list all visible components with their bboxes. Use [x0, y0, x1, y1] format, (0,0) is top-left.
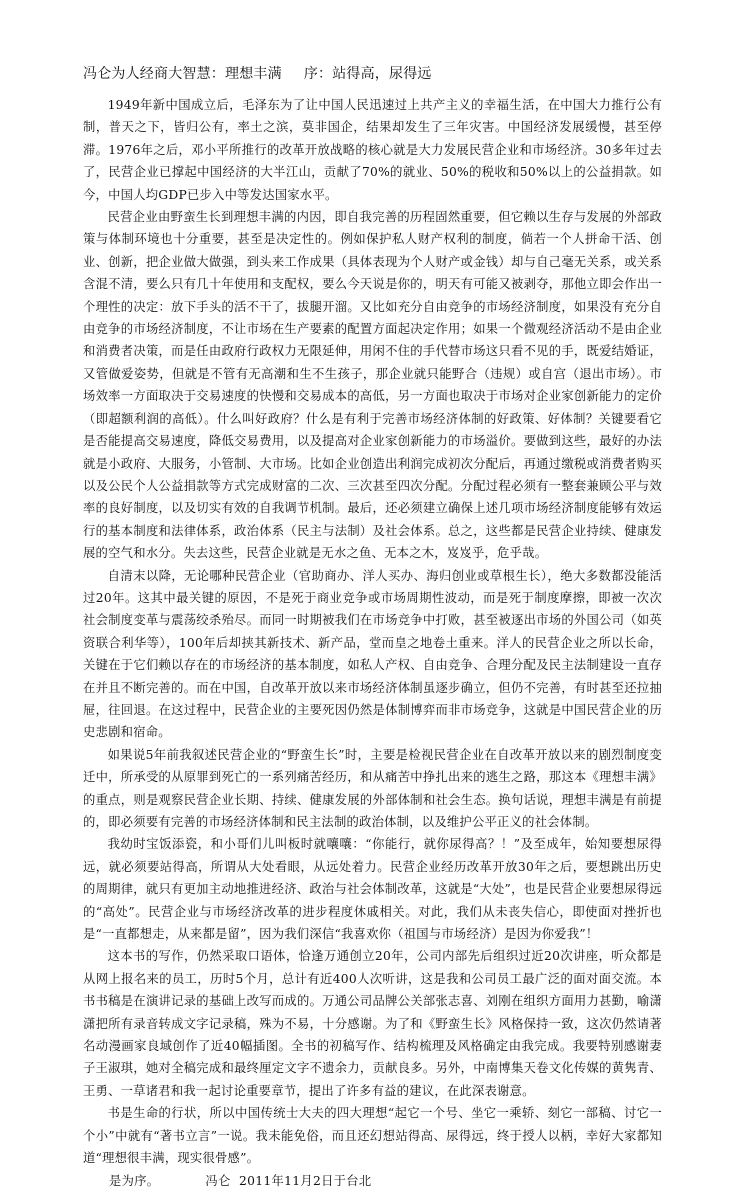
- body-paragraph-2: 民营企业由野蛮生长到理想丰满的内因，即自我完善的历程固然重要，但它赖以生存与发展的外部政策与体制环境也十分重要，甚至是决定性的。例如保护私人财产权利的制度，倘若一个人拼命干活、创业、创新，把企业做大做强，到头来工作成果（具体表现为个人财产或金钱）却与自己毫无关系，或关系含混不清，要么只有几十年使用和支配权，要么今天说是你的，明天有可能又被剥夺，那他立即会作出一个理性的决定：放下手头的活不干了，拔腿开溜。又比如充分自由竞争的市场经济制度，如果没有充分自由竞争的市场经济制度，不让市场在生产要素的配置方面起决定作用；如果一个微观经济活动不是由企业和消费者决策，而是任由政府行政权力无限延伸，用闲不住的手代替市场这只看不见的手，既爱结婚证，又管做爱姿势，但就是不管有无高潮和生不生孩子，那企业就只能野合（违规）或自宫（退出市场）。市场效率一方面取决于交易速度的快慢和交易成本的高低，另一方面也取决于市场对企业家创新能力的定价（即超额利润的高低）。什么叫好政府？什么是有利于完善市场经济体制的好政策、好体制？关键要看它是否能提高交易速度，降低交易费用，以及提高对企业家创新能力的市场溢价。要做到这些，最好的办法就是小政府、大服务，小管制、大市场。比如企业创造出利润完成初次分配后，再通过缴税或消费者购买以及公民个人公益捐款等方式完成财富的二次、三次甚至四次分配。分配过程必须有一整套兼顾公平与效率的良好制度，以及切实有效的自我调节机制。最后，还必须建立确保上述几项市场经济制度能够有效运行的基本制度和法律体系，政治体系（民主与法制）及社会体系。总之，这些都是民营企业持续、健康发展的空气和水分。失去这些，民营企业就是无水之鱼、无本之木，岌岌乎，危乎哉。: [83, 210, 662, 561]
- body-paragraph-5: 我幼时宝饭添瓷，和小哥们儿叫板时就嚷嚷：“你能行，就你尿得高？！”及至成年，始知要想尿得远，就必须要站得高，所谓从大处看眼，从远处着力。民营企业经历改革开放30年之后，要想跳出历史的周期律，就只有更加主动地推进经济、政治与社会体制改革，这就是“大处”，也是民营企业要想尿得远的“高处”。民营企业与市场经济改革的进步程度休戚相关。对此，我们从未丧失信心，即使面对挫折也是“一直都想走，从来都是留”，因为我们深信“我喜欢你（祖国与市场经济）是因为你爱我”！: [83, 837, 662, 942]
- body-paragraph-4: 如果说5年前我叙述民营企业的“野蛮生长”时，主要是检视民营企业在自改革开放以来的剧烈制度变迁中，所承受的从原罪到死亡的一系列痛苦经历，和从痛苦中挣扎出来的逃生之路，那这本《理想丰满》的重点，则是观察民营企业长期、持续、健康发展的外部体制和社会生态。换句话说，理想丰满是有前提的，即必须要有完善的市场经济体制和民主法制的政治体制，以及维护公平正义的社会体制。: [83, 747, 662, 829]
- book-title: 冯仑为人经商大智慧：理想丰满: [83, 66, 282, 82]
- preface-mark: 是为序。: [109, 1173, 160, 1188]
- preface-title: 序：站得高，尿得远: [303, 66, 432, 82]
- document-header: [83, 64, 662, 84]
- body-paragraph-3: 自清末以降，无论哪种民营企业（官助商办、洋人买办、海归创业或草根生长），绝大多数都没能活过20年。这其中最关键的原因，不是死于商业竞争或市场周期性波动，而是死于制度摩擦，即被一次次社会制度变革与震荡绞杀殆尽。而同一时期被我们在市场竞争中打败，甚至被逐出市场的外国公司（如英资联合利华等），100年后却挟其新技术、新产品，堂而皇之地卷土重来。洋人的民营企业之所以长命，关键在于它们赖以存在的市场经济的基本制度，如私人产权、自由竞争、合理分配及民主法制建设一直存在并且不断完善的。而在中国，自改革开放以来市场经济体制虽逐步确立，但仍不完善，有时甚至还拉抽屉，往回退。在这过程中，民营企业的主要死因仍然是体制博弈而非市场竞争，这就是中国民营企业的历史悲剧和宿命。: [83, 568, 662, 740]
- body-paragraph-6: 这本书的写作，仍然采取口语体，恰逢万通创立20年，公司内部先后组织过近20次讲座，听众都是从网上报名来的员工，历时5个月，总计有近400人次听讲，这是我和公司员工最广泛的面对面交流。本书书稿是在演讲记录的基础上改写而成的。万通公司品牌公关部张志喜、刘刚在组织方面用力甚勤，喻潇潇把所有录音转成文字记录稿，殊为不易，十分感谢。为了和《野蛮生长》风格保持一致，这次仍然请著名动漫画家良域创作了近40幅插图。全书的初稿写作、结构梳理及风格确定由我完成。我要特别感谢妻子王淑琪，她对全稿完成和最终厘定文字不遗余力，贡献良多。另外，中南博集天卷文化传媒的黄隽青、王勇、一草诸君和我一起讨论重要章节，提出了许多有益的建议，在此深表谢意。: [83, 949, 662, 1098]
- body-paragraph-1: 1949年新中国成立后，毛泽东为了让中国人民迅速过上共产主义的幸福生活，在中国大力推行公有制，普天之下，皆归公有，率土之滨，莫非国企，结果却发生了三年灾害。中国经济发展缓慢，甚至停滞。1976年之后，邓小平所推行的改革开放战略的核心就是大力发展民营企业和市场经济。30多年过去了，民营企业已撑起中国经济的大半江山，贡献了70%的就业、50%的税收和50%以上的公益捐款。如今，中国人均GDP已步入中等发达国家水平。: [83, 98, 662, 202]
- date-place: 2011年11月2日于台北: [239, 1173, 372, 1188]
- body-paragraph-7: 书是生命的行状，所以中国传统士大夫的四大理想“起它一个号、坐它一乘轿、刻它一部稿、讨它一个小”中就有“著书立言”一说。我未能免俗，而且还幻想站得高、尿得远，终于授人以柄，幸好大家都知道“理想很丰满，现实很骨感”。: [83, 1106, 662, 1166]
- author-signature: 冯仑: [205, 1173, 231, 1188]
- closing-line: [83, 1170, 662, 1192]
